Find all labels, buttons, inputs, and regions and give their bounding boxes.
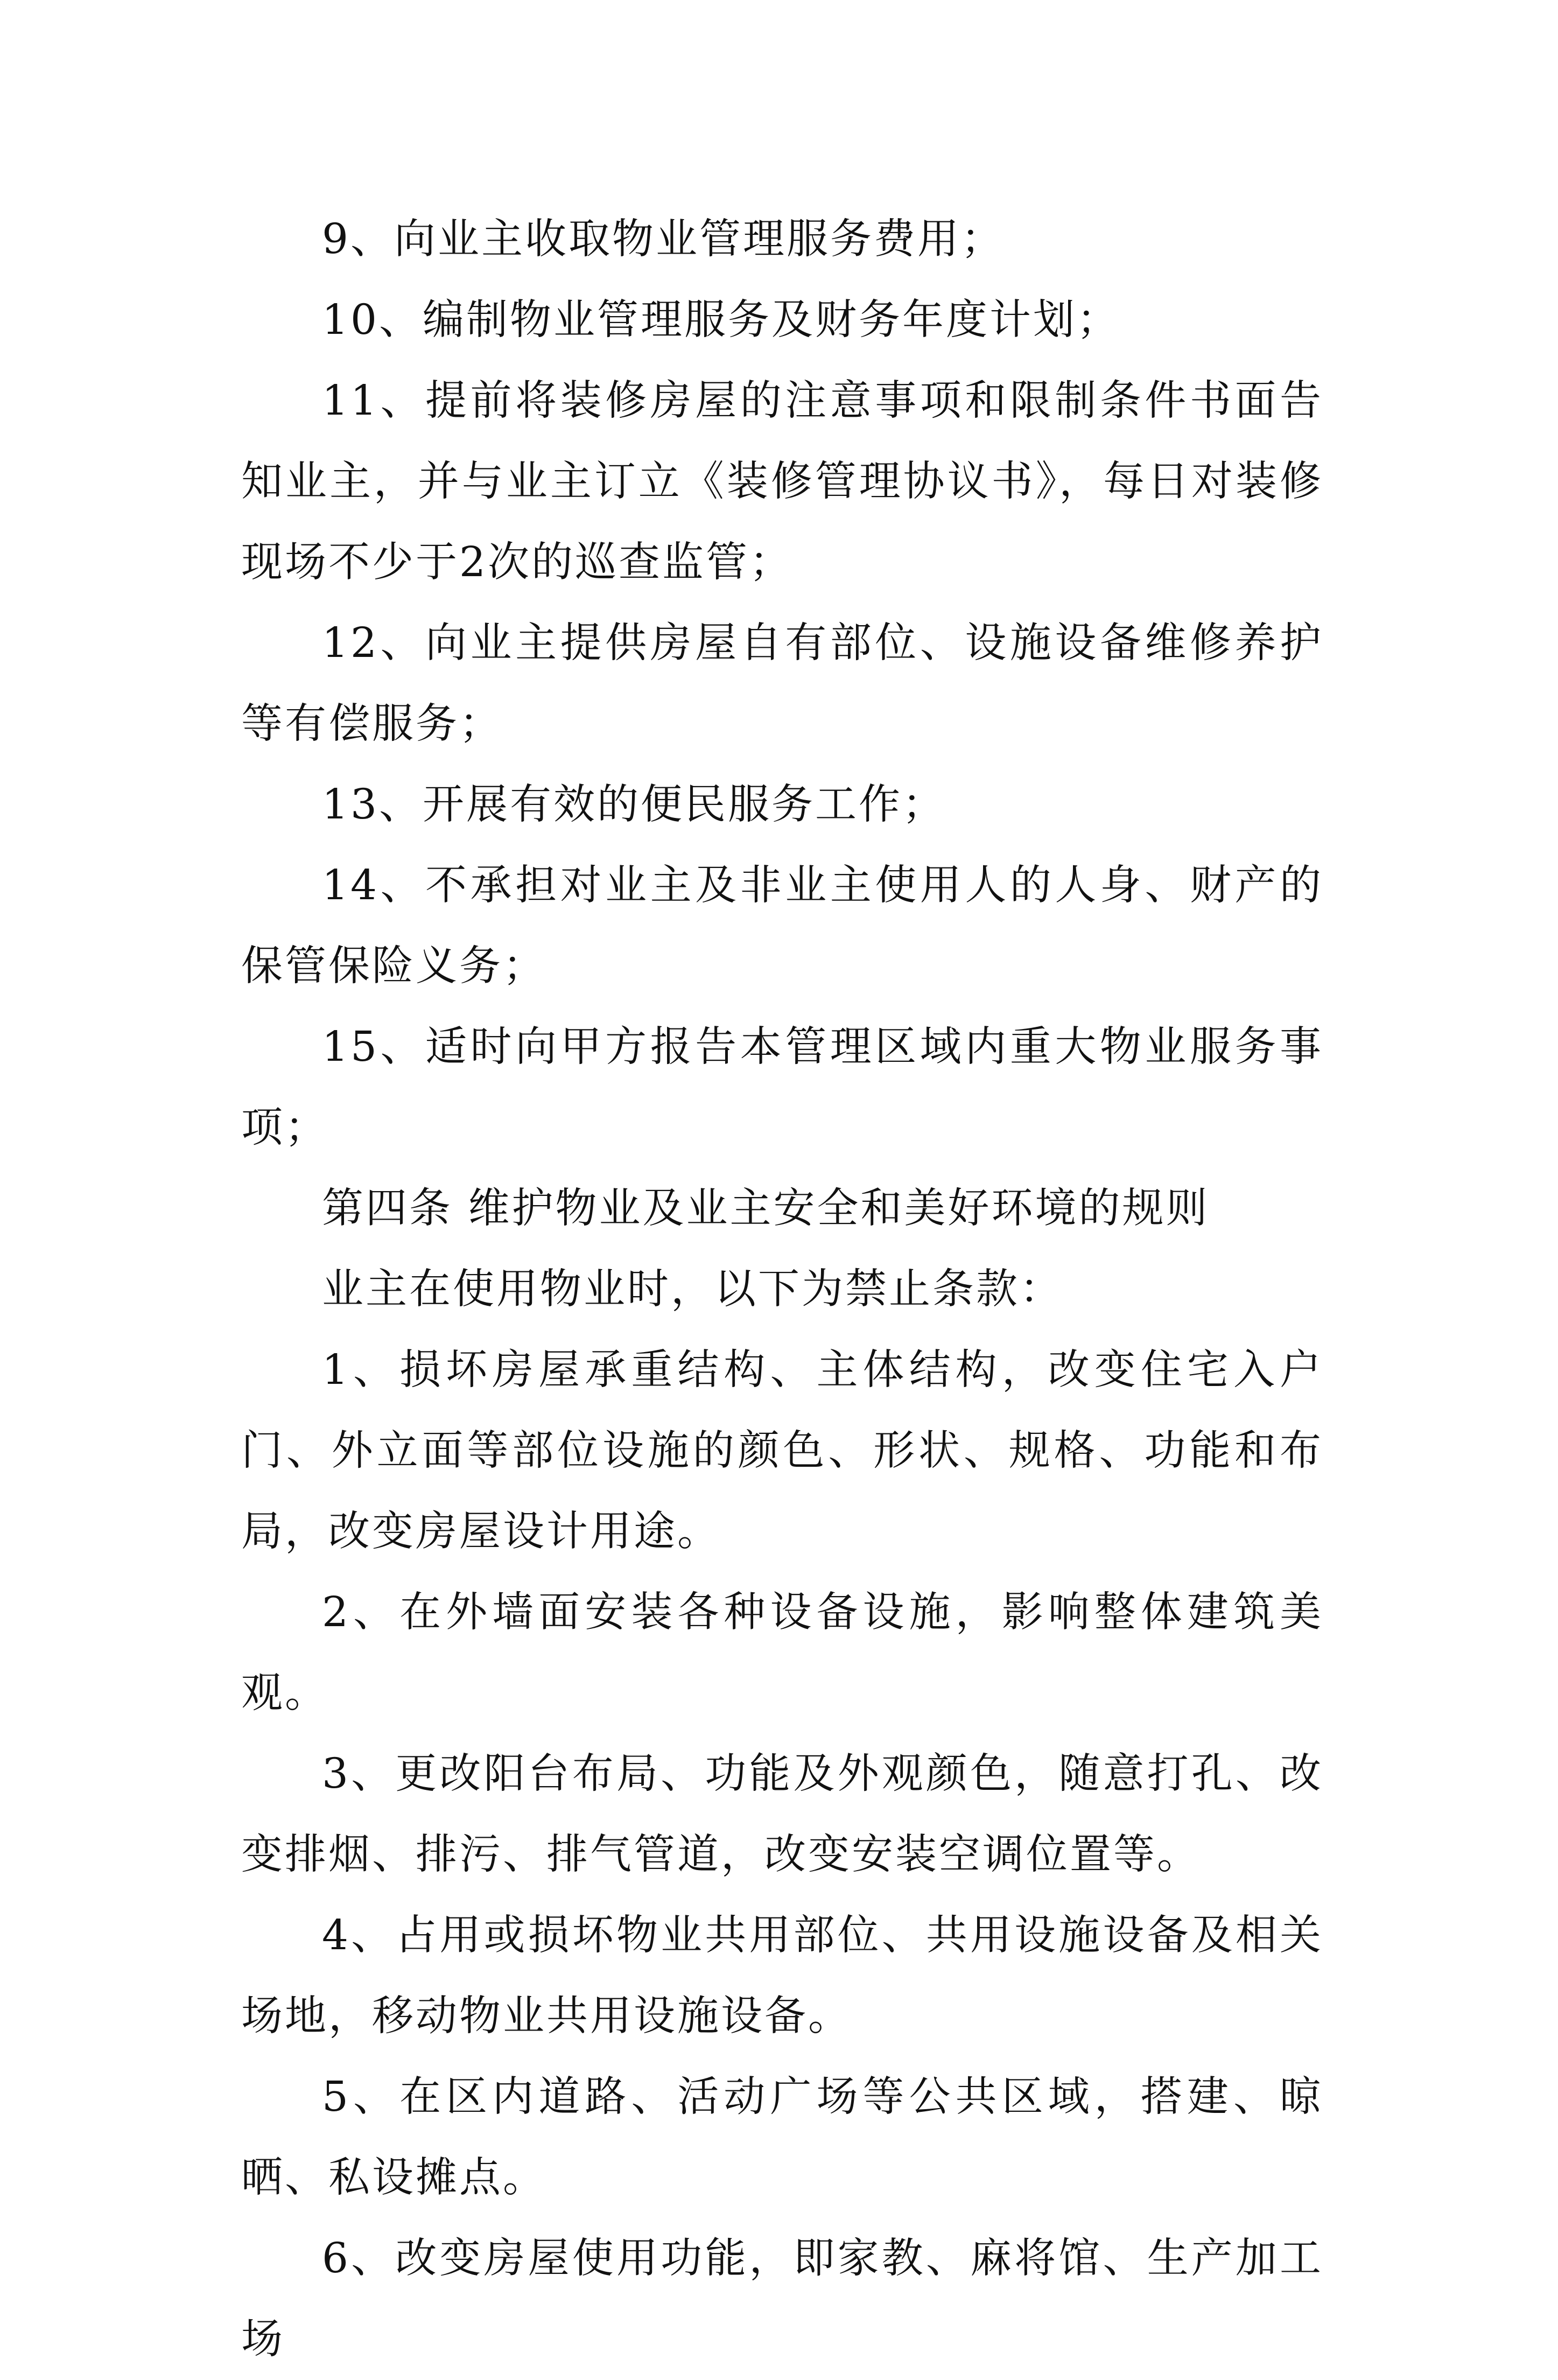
paragraph-item-14: 14、不承担对业主及非业主使用人的人身、财产的保管保险义务； — [241, 862, 1323, 990]
prohibition-item-5: 5、在区内道路、活动广场等公共区域，搭建、晾晒、私设摊点。 — [241, 2073, 1323, 2202]
paragraph-item-10: 10、编制物业管理服务及财务年度计划； — [322, 296, 1120, 344]
prohibition-item-6: 6、改变房屋使用功能，即家教、麻将馆、生产加工场 — [241, 2235, 1323, 2363]
paragraph-item-11: 11、提前将装修房屋的注意事项和限制条件书面告知业主，并与业主订立《装修管理协议书》，每日对装修现场不少于2次的巡查监管； — [241, 377, 1323, 586]
paragraph-item-12: 12、向业主提供房屋自有部位、设施设备维修养护等有偿服务； — [241, 619, 1323, 748]
prohibition-intro: 业主在使用物业时，以下为禁止条款： — [322, 1265, 1063, 1313]
prohibition-item-3: 3、更改阳台布局、功能及外观颜色，随意打孔、改变排烟、排污、排气管道，改变安装空调位置等。 — [241, 1750, 1323, 1879]
prohibition-item-1: 1、损坏房屋承重结构、主体结构，改变住宅入户门、外立面等部位设施的颜色、形状、规格、功能和布局，改变房屋设计用途。 — [241, 1346, 1323, 1556]
section-heading: 第四条 维护物业及业主安全和美好环境的规则 — [322, 1185, 1210, 1233]
paragraph-item-9: 9、向业主收取物业管理服务费用； — [322, 215, 1005, 263]
paragraph-item-13: 13、开展有效的便民服务工作； — [322, 781, 946, 829]
prohibition-item-2: 2、在外墙面安装各种设备设施，影响整体建筑美观。 — [241, 1588, 1323, 1717]
prohibition-item-4: 4、占用或损坏物业共用部位、共用设施设备及相关场地，移动物业共用设施设备。 — [241, 1912, 1323, 2040]
paragraph-item-15: 15、适时向甲方报告本管理区域内重大物业服务事项； — [241, 1023, 1323, 1152]
document-body — [241, 199, 1323, 2380]
